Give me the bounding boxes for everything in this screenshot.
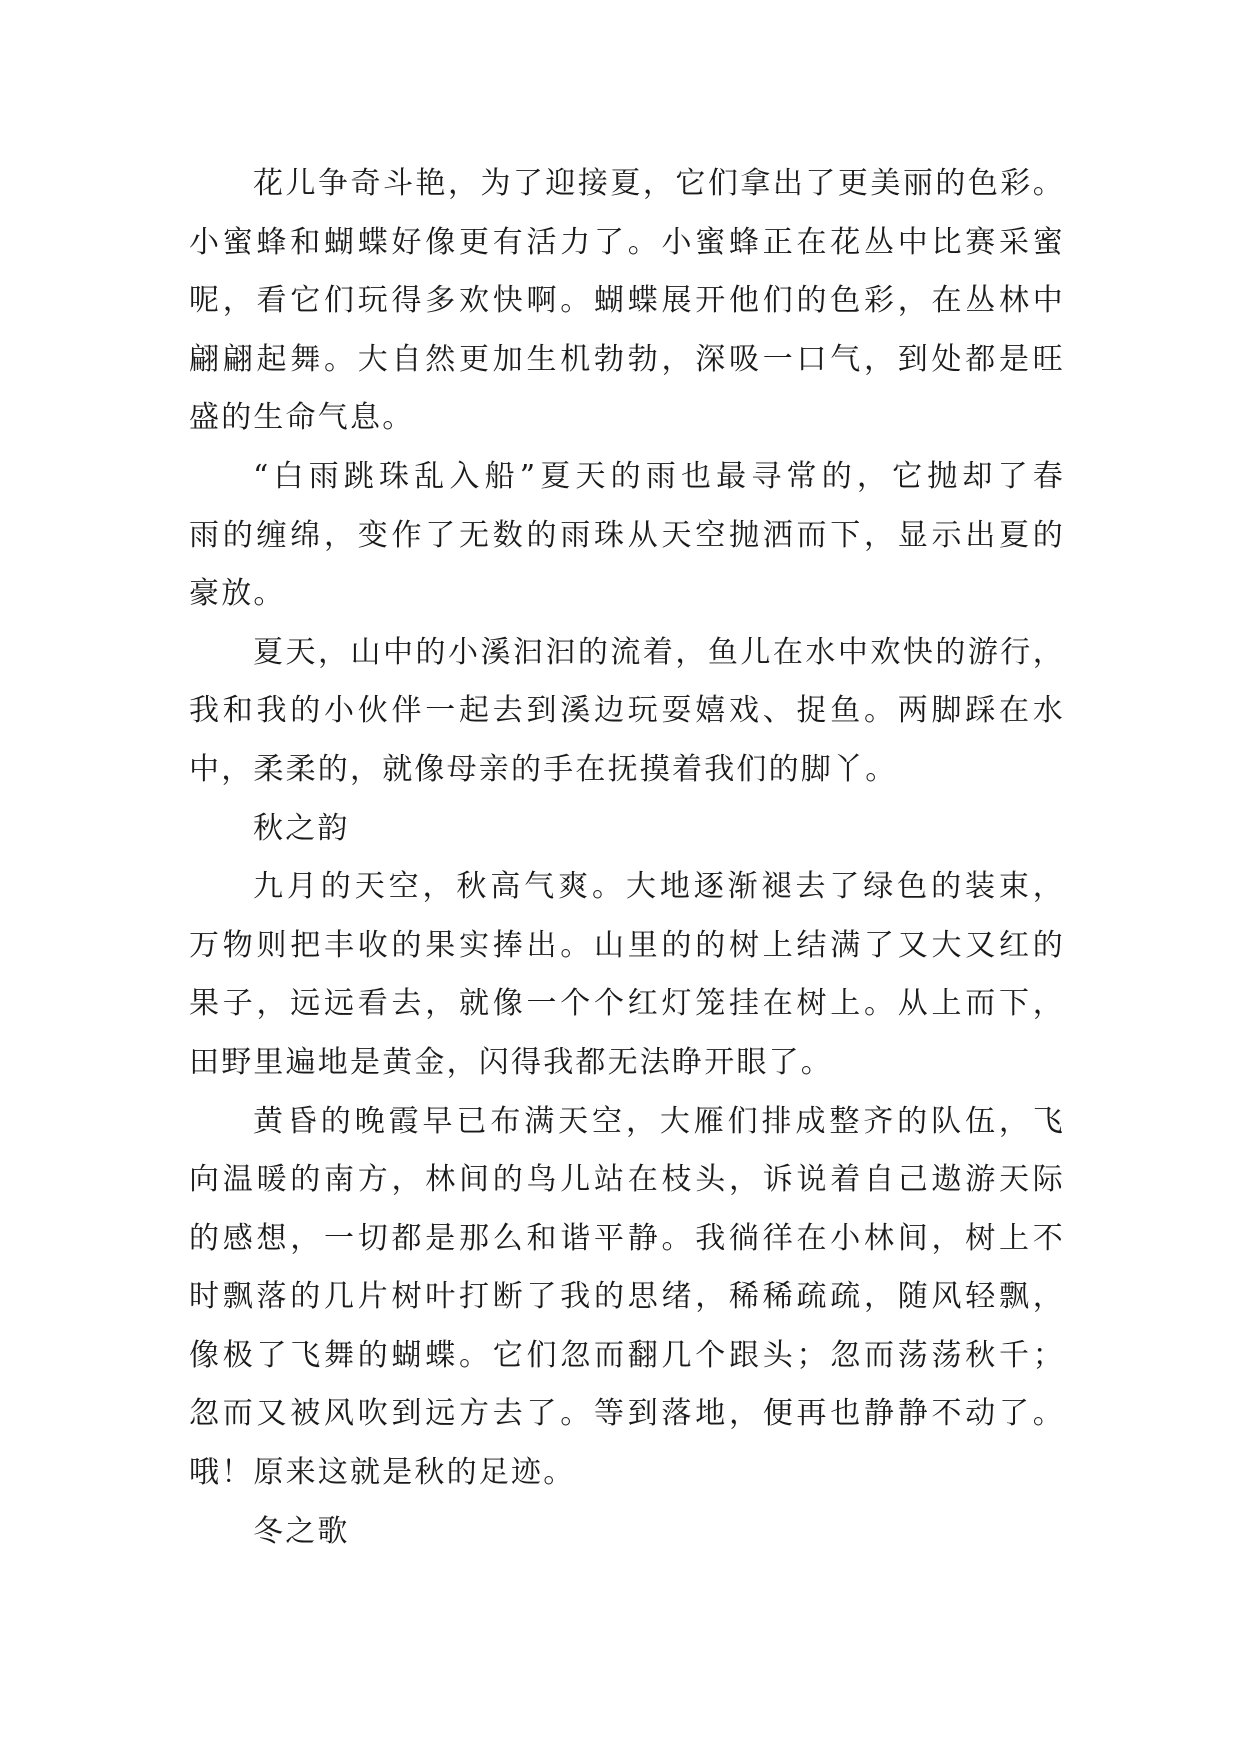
text-line: 田野里遍地是黄金，闪得我都无法睁开眼了。 xyxy=(189,1044,833,1080)
text-line: 夏天，山中的小溪汩汩的流着，鱼儿在水中欢快的游行， xyxy=(253,634,1065,670)
text-line: 豪放。 xyxy=(189,576,286,612)
text-line: 盛的生命气息。 xyxy=(189,400,415,436)
text-line: 黄昏的晚霞早已布满天空，大雁们排成整齐的队伍，飞 xyxy=(253,1103,1065,1139)
text-line: “白雨跳珠乱入船”夏天的雨也最寻常的，它抛却了春 xyxy=(253,458,1065,494)
document-body xyxy=(189,155,1065,1561)
text-line: 像极了飞舞的蝴蝶。它们忽而翻几个跟头；忽而荡荡秋千； xyxy=(189,1337,1065,1373)
text-line: 的感想，一切都是那么和谐平静。我徜徉在小林间，树上不 xyxy=(189,1220,1065,1256)
text-line: 中，柔柔的，就像母亲的手在抚摸着我们的脚丫。 xyxy=(189,751,898,787)
text-line: 时飘落的几片树叶打断了我的思绪，稀稀疏疏，随风轻飘， xyxy=(189,1279,1065,1315)
text-line: 九月的天空，秋高气爽。大地逐渐褪去了绿色的装束， xyxy=(253,869,1065,905)
text-line: 雨的缠绵，变作了无数的雨珠从天空抛洒而下，显示出夏的 xyxy=(189,517,1065,553)
text-line: 小蜜蜂和蝴蝶好像更有活力了。小蜜蜂正在花丛中比赛采蜜 xyxy=(189,224,1065,260)
text-line: 向温暖的南方，林间的鸟儿站在枝头，诉说着自己遨游天际 xyxy=(189,1162,1065,1198)
text-line: 哦！原来这就是秋的足迹。 xyxy=(189,1455,576,1491)
text-line: 花儿争奇斗艳，为了迎接夏，它们拿出了更美丽的色彩。 xyxy=(253,166,1065,201)
text-line: 翩翩起舞。大自然更加生机勃勃，深吸一口气，到处都是旺 xyxy=(189,341,1065,377)
section-heading-autumn: 秋之韵 xyxy=(253,810,350,846)
text-line: 万物则把丰收的果实捧出。山里的的树上结满了又大又红的 xyxy=(189,927,1065,963)
text-line: 忽而又被风吹到远方去了。等到落地，便再也静静不动了。 xyxy=(189,1396,1065,1432)
text-line: 我和我的小伙伴一起去到溪边玩耍嬉戏、捉鱼。两脚踩在水 xyxy=(189,693,1065,729)
section-heading-winter: 冬之歌 xyxy=(253,1513,350,1549)
text-line: 呢，看它们玩得多欢快啊。蝴蝶展开他们的色彩，在丛林中 xyxy=(189,283,1065,319)
text-line: 果子，远远看去，就像一个个红灯笼挂在树上。从上而下， xyxy=(189,986,1065,1022)
